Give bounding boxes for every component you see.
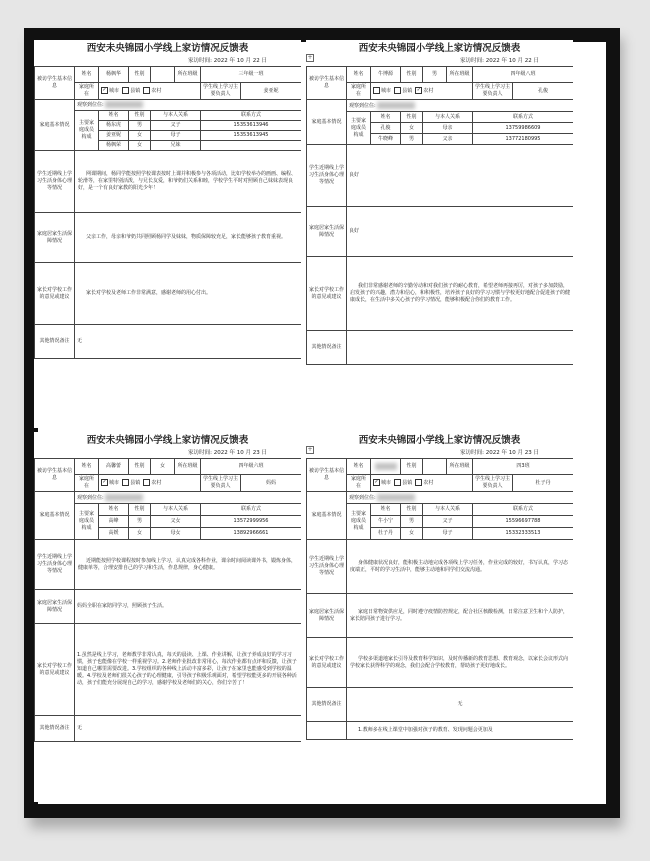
- class-value: 四年级八班: [473, 67, 574, 83]
- checkbox-checked: ✓: [416, 87, 421, 93]
- family-info-label: 家庭基本情况: [35, 492, 75, 540]
- table-row: 高峰 男 父女 13572999956: [35, 516, 302, 528]
- study-text: 网课期间，杨同学能按照学校课表按时上课并积极参与各项活动，比如学校举办的画画、编程、轮滑等，在家里特别活泼，与兄长友爱，和爷奶们关系和睦，学校学生平时对照顾自己妹妹表现良好，是一个有良好家教的阳光少年！: [75, 151, 302, 213]
- opinion-label: 家长对学校工作的意见或建议: [35, 263, 75, 325]
- redacted-address: [105, 494, 143, 501]
- form-page-3: [34, 432, 301, 802]
- support-label: 家庭居家生活保障情况: [307, 207, 347, 257]
- study-text: 近期能按照学校课程按时参加线上学习，认真完成各科作业，课余时间阅读课外书，锻炼身体，健康单等，合理安排自己的学习和生活，作息规律，身心健康。: [75, 540, 302, 590]
- extra-text: 1.教师多在线上课堂中加强对孩子的教育、发现问题会更加及: [347, 722, 574, 740]
- other-text: 无: [347, 688, 574, 722]
- study-text: 身体健康状况良好，能积极主动地完成各项线上学习任务，作业完成的较好，书写认真，学习态度端正，平时的学习生活中，能够主动地和同学们交流沟通。: [347, 540, 574, 594]
- table-row: 杨枫荣 女 兄妹: [35, 141, 302, 151]
- opinion-text: 家长对学校及老师工作非常满意，感谢老师的用心付出。: [75, 263, 302, 325]
- visit-date: 家访时间: 2022 年 10 月 23 日: [188, 450, 267, 456]
- student-name: 高馨蕾: [99, 459, 129, 475]
- table-row: 牛晓峰 男 父亲 13772180995: [307, 134, 574, 145]
- study-label: 学生近期线上学习生活身体心理等情况: [307, 145, 347, 207]
- checkbox: [394, 87, 401, 94]
- table-row: 姜亚妮 女 母子 15353613945: [35, 131, 302, 141]
- support-label: 家庭居家生活保障情况: [35, 213, 75, 263]
- checkbox-checked: ✓: [102, 87, 107, 93]
- family-info-label: 家庭基本情况: [307, 100, 347, 145]
- support-text: 妈妈全职在家陪同学习，照顾孩子生活。: [75, 590, 302, 624]
- redacted-address: [377, 494, 415, 501]
- support-label: 家庭居家生活保障情况: [307, 594, 347, 638]
- feedback-table: 被访学生基本信息 姓名 高馨蕾 性别 女 所在班级 四年级六班 家庭所在 ✓ 城市 县镇 农村 学生线上学习主要负责人 妈妈 家庭基本情况 观察到位住: 主要家庭成员构成 姓名 性别 与本人关系 联系方式 高峰 男 父女 13572999956 高媛 女 母女 13892966661 学生近期线上学习生活身体心理等情况 近期能按照学校课程按时参加线上学习，认真完成各科作业，课余时间阅读课外书，锻炼身体，健康单等，合理安排自己的学习和生活，作息规律，身心健康。 家庭居家生活保障情况 妈妈全职在家陪同学习，照顾孩子生活。 家长对学校工作的意见或建议 1.虽然是线上学习，老师教学非常认真，每天的晨读、上课、作业讲解，让孩子养成良好的学习习惯，孩子也能像在学校一样重视学习。2.老师作业批改非常用心，每次作业都有点评和反馈，让孩子知道自己哪里需要改进。3.学校组织的各种线上活动丰富多彩，让孩子在家里也能感受到学校的温暖。4.学校及老师们很关心孩子的心理健康，引导孩子积极乐观面对，希望学校能更多的开展各种活动，孩子们能充分展现自己的学习，感谢学校及老师们的关心，你们辛苦了！ 其他情况备注 无: [34, 458, 301, 742]
- support-text: 父亲工作，母亲和爷奶共同照顾杨同学及妹妹，物质保障较充足，家长能够孩子教育重视。: [75, 213, 302, 263]
- form-title: 西安未央锦园小学线上家访情况反馈表: [358, 43, 521, 54]
- student-name: 杨枫华: [99, 67, 129, 83]
- class-value: 四3班: [473, 459, 574, 475]
- family-info-label: 家庭基本情况: [307, 492, 347, 540]
- student-basic-label: 被访学生基本信息: [35, 67, 75, 100]
- checkbox: [122, 87, 129, 94]
- student-basic-label: 被访学生基本信息: [35, 459, 75, 492]
- opinion-label: 家长对学校工作的意见或建议: [307, 257, 347, 331]
- opinion-text: 我们非常感谢老师的辛勤劳动和对我们孩子的耐心教育，希望老师再接再厉，对孩子多加鼓励，启发孩子的兴趣，潜力和信心，和积极性，培养孩子良好的学习习惯与学校更好地配合促进孩子的健康成长，在生活中多关心孩子的学习情况，能够积极配合你们的教育工作。: [347, 257, 574, 331]
- student-basic-label: 被访学生基本信息: [307, 459, 347, 492]
- form-page-4: [306, 432, 573, 802]
- redacted-name: [375, 463, 397, 470]
- opinion-label: 家长对学校工作的意见或建议: [35, 624, 75, 716]
- form-title: 西安未央锦园小学线上家访情况反馈表: [358, 435, 521, 446]
- other-text: [347, 331, 574, 365]
- student-basic-label: 被访学生基本信息: [307, 67, 347, 100]
- redacted-address: [105, 101, 143, 108]
- other-text: 无: [75, 325, 302, 359]
- checkbox-checked: ✓: [102, 479, 107, 485]
- redacted-address: [377, 102, 415, 109]
- feedback-table: 被访学生基本信息 姓名 牛博源 性别 男 所在班级 四年级八班 家庭所在 城市 县镇 ✓ 农村 学生线上学习主要负责人 孔俊 家庭基本情况 观察到位住: 主要家庭成员构成 姓名 性别 与本人关系 联系方式 孔俊 女 母亲 13759986609 牛晓峰 男 父亲 13772180995 学生近期线上学习生活身体心理等情况 良好 家庭居家生活保障情况 良好 家长对学校工作的意见或建议 我们非常感谢老师的辛勤劳动和对我们孩子的耐心教育，希望老师再接再厉，对孩子多加鼓励，启发孩子的兴趣，潜力和信心，和积极性，培养孩子良好的学习习惯与学校更好地配合促进孩子的健康成长，在生活中多关心孩子的学习情况，能够积极配合你们的教育工作。 其他情况备注: [306, 66, 573, 365]
- table-row: 高媛 女 母女 13892966661: [35, 528, 302, 540]
- opinion-label: 家长对学校工作的意见或建议: [307, 638, 347, 688]
- form-page-1: [34, 40, 301, 428]
- class-value: 四年级六班: [201, 459, 302, 475]
- opinion-text: 学校多渠道地家长引导及教育科学知识，及时传播新的教育思想、教育观念，以家长会议形式向学校家长获得科学的观念，我们会配合学校教育，帮助孩子更好地成长。: [347, 638, 574, 688]
- checkbox: [143, 479, 150, 486]
- visit-date: 家访时间: 2022 年 10 月 23 日: [460, 450, 539, 456]
- study-label: 学生近期线上学习生活身体心理等情况: [35, 151, 75, 213]
- study-label: 学生近期线上学习生活身体心理等情况: [35, 540, 75, 590]
- study-label: 学生近期线上学习生活身体心理等情况: [307, 540, 347, 594]
- other-label: 其他情况备注: [307, 688, 347, 722]
- other-label: 其他情况备注: [307, 331, 347, 365]
- student-name: 牛博源: [371, 67, 401, 83]
- support-text: 良好: [347, 207, 574, 257]
- form-title: 西安未央锦园小学线上家访情况反馈表: [86, 43, 249, 54]
- student-name: [371, 459, 401, 475]
- form-title: 西安未央锦园小学线上家访情况反馈表: [86, 435, 249, 446]
- class-value: 三年级一班: [201, 67, 302, 83]
- family-info-label: 家庭基本情况: [35, 100, 75, 151]
- study-text: 良好: [347, 145, 574, 207]
- visit-date: 家访时间: 2022 年 10 月 22 日: [188, 58, 267, 64]
- opinion-text: 1.虽然是线上学习，老师教学非常认真，每天的晨读、上课、作业讲解，让孩子养成良好的学习习惯，孩子也能像在学校一样重视学习。2.老师作业批改非常用心，每次作业都有点评和反馈，让孩子知道自己哪里需要改进。3.学校组织的各种线上活动丰富多彩，让孩子在家里也能感受到学校的温暖。4.学校及老师们很关心孩子的心理健康，引导孩子积极乐观面对，希望学校能更多的开展各种活动，孩子们能充分展现自己的学习，感谢学校及老师们的关心，你们辛苦了！: [75, 624, 302, 716]
- feedback-table: 被访学生基本信息 姓名 性别 所在班级 四3班 家庭所在 ✓ 城市 县镇 农村 学生线上学习主要负责人 杜子丹 家庭基本情况 观察到位住: 主要家庭成员构成 姓名 性别 与本人关系 联系方式 牛小宁 男 父子 15596697788 杜子丹 女 母子 15332333513 学生近期线上学习生活身体心理等情况 身体健康状况良好，能积极主动地完成各项线上学习任务，作业完成的较好，书写认真，学习态度端正，平时的学习生活中，能够主动地和同学们交流沟通。 家庭居家生活保障情况 家庭日常物资供应足，同时遵守疫情防控规定，配合社区核酸检测，日常注意卫生和个人防护，家长陪同孩子进行学习。 家长对学校工作的意见或建议 学校多渠道地家长引导及教育科学知识，及时传播新的教育思想、教育观念，以家长会议形式向学校家长获得科学的观念，我们会配合学校教育，帮助孩子更好地成长。 其他情况备注 无 1.教师多在线上课堂中加强对孩子的教育、发现问题会更加及: [306, 458, 573, 740]
- table-anchor-icon: +: [307, 446, 313, 453]
- support-label: 家庭居家生活保障情况: [35, 590, 75, 624]
- checkbox: [143, 87, 150, 94]
- checkbox: [122, 479, 129, 486]
- other-label: 其他情况备注: [35, 716, 75, 742]
- table-row: 杜子丹 女 母子 15332333513: [307, 528, 574, 540]
- checkbox: [373, 87, 380, 94]
- visit-date: 家访时间: 2022 年 10 月 22 日: [460, 58, 539, 64]
- table-anchor-icon: +: [307, 54, 313, 61]
- checkbox-checked: ✓: [374, 479, 379, 485]
- other-text: 无: [75, 716, 302, 742]
- checkbox: [415, 479, 422, 486]
- table-row: 孔俊 女 母亲 13759986609: [307, 123, 574, 134]
- checkbox: [394, 479, 401, 486]
- other-label: 其他情况备注: [35, 325, 75, 359]
- form-page-2: [306, 40, 573, 428]
- feedback-table: 被访学生基本信息 姓名 杨枫华 性别 所在班级 三年级一班 家庭所在 ✓ 城市 县镇 农村 学生线上学习主要负责人 姜亚妮 家庭基本情况 观察到位住: 主要家庭成员构成 姓名 性别 与本人关系 联系方式 杨东虎 男 父子 15353613946 姜亚妮 女 母子 15353613945 杨枫荣 女 兄妹 学生近期线上学习生活身体心理等情况 网课期间，杨同学能按照学校课表按时上课并积极参与各项活动，比如学校举办的画画、编程、轮滑等，在家里特别活泼，与兄长友爱，和爷奶们关系和睦，学校学生平时对照顾自己妹妹表现良好，是一个有良好家教的阳光少年！ 家庭居家生活保障情况 父亲工作，母亲和爷奶共同照顾杨同学及妹妹，物质保障较充足，家长能够孩子教育重视。 家长对学校工作的意见或建议 家长对学校及老师工作非常满意，感谢老师的用心付出。 其他情况备注 无: [34, 66, 301, 359]
- table-row: 牛小宁 男 父子 15596697788: [307, 516, 574, 528]
- table-row: 杨东虎 男 父子 15353613946: [35, 121, 302, 131]
- support-text: 家庭日常物资供应足，同时遵守疫情防控规定，配合社区核酸检测，日常注意卫生和个人防护，家长陪同孩子进行学习。: [347, 594, 574, 638]
